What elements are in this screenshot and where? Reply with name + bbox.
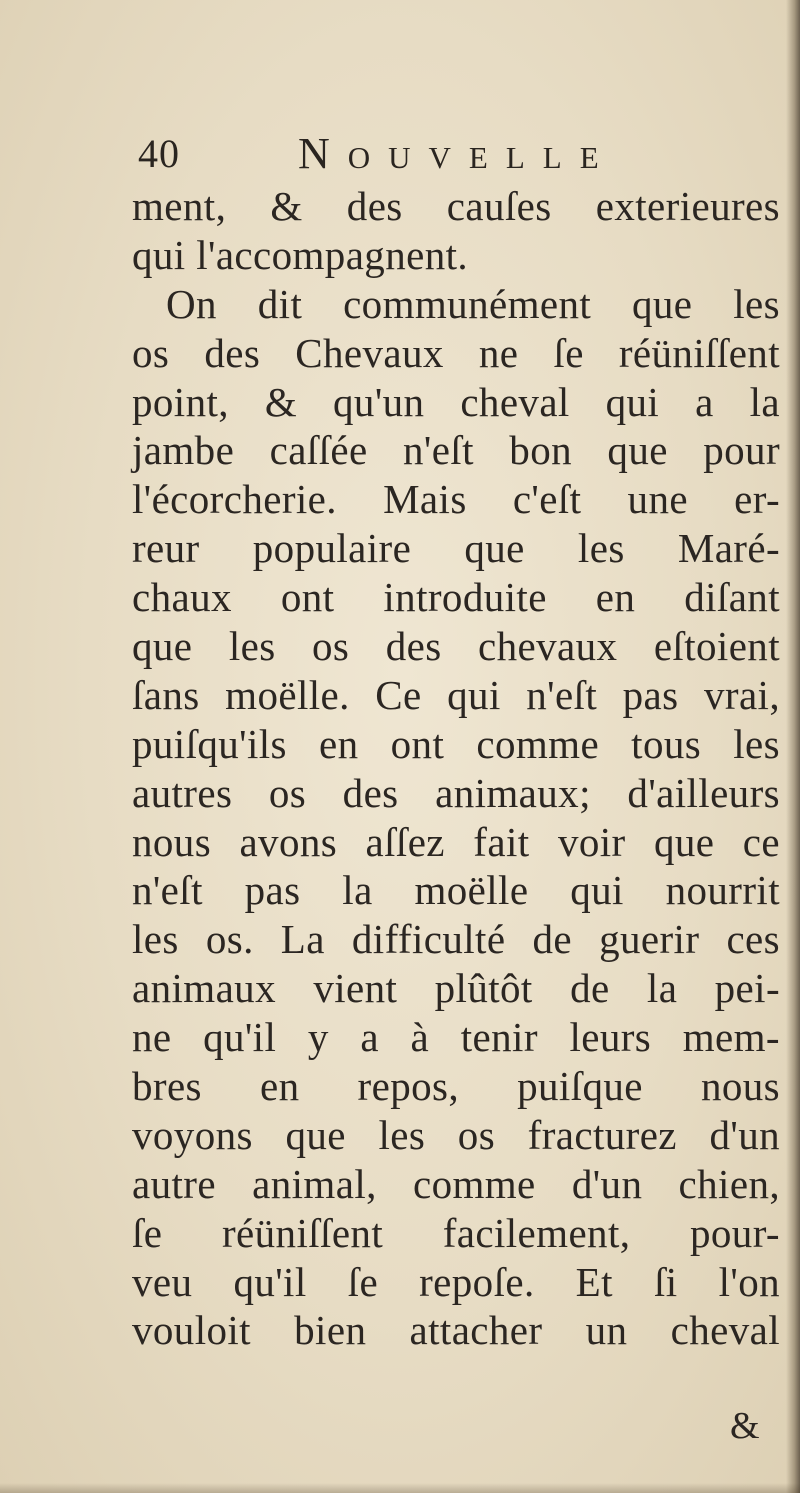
text-line: nous avons aſſez fait voir que ce: [132, 818, 780, 865]
running-title: Nouvelle: [298, 129, 617, 178]
text-line: ſe réüniſſent facilement, pour-: [132, 1209, 780, 1256]
text-line: qui l'accompagnent.: [132, 231, 469, 278]
text-line: chaux ont introduite en diſant: [132, 574, 780, 621]
text-line: reur populaire que les Maré-: [132, 525, 780, 572]
page-bottom-shadow: [0, 1483, 800, 1493]
text-line: veu qu'il ſe repoſe. Et ſi l'on: [132, 1258, 780, 1305]
page-header: [138, 128, 778, 180]
text-line: voyons que les os fracturez d'un: [132, 1111, 780, 1158]
text-line: ſans moëlle. Ce qui n'eſt pas vrai,: [132, 671, 780, 718]
text-line: animaux vient plûtôt de la pei-: [132, 965, 780, 1012]
catchword: &: [730, 1405, 760, 1447]
text-line: jambe caſſée n'eſt bon que pour: [132, 427, 780, 474]
text-line: puiſqu'ils en ont comme tous les: [132, 720, 780, 767]
text-line: n'eſt pas la moëlle qui nourrit: [132, 867, 780, 914]
text-line: point, & qu'un cheval qui a la: [132, 378, 780, 425]
text-line: l'écorcherie. Mais c'eſt une er-: [132, 476, 780, 523]
text-line: les os. La difficulté de guerir ces: [132, 916, 780, 963]
page-edge-shadow: [786, 0, 800, 1493]
body-text: [132, 182, 780, 1355]
text-line: que les os des chevaux eſtoient: [132, 623, 780, 670]
page-number: 40: [138, 131, 180, 176]
text-line: On dit communément que les: [166, 280, 780, 327]
text-line: vouloit bien attacher un cheval: [132, 1307, 780, 1354]
text-line: bres en repos, puiſque nous: [132, 1063, 780, 1110]
text-line: ment, & des cauſes exterieures: [132, 183, 780, 229]
text-line: autres os des animaux; d'ailleurs: [132, 769, 780, 816]
text-line: ne qu'il y a à tenir leurs mem-: [132, 1014, 780, 1061]
text-line: os des Chevaux ne ſe réüniſſent: [132, 329, 780, 376]
text-line: autre animal, comme d'un chien,: [132, 1160, 780, 1207]
